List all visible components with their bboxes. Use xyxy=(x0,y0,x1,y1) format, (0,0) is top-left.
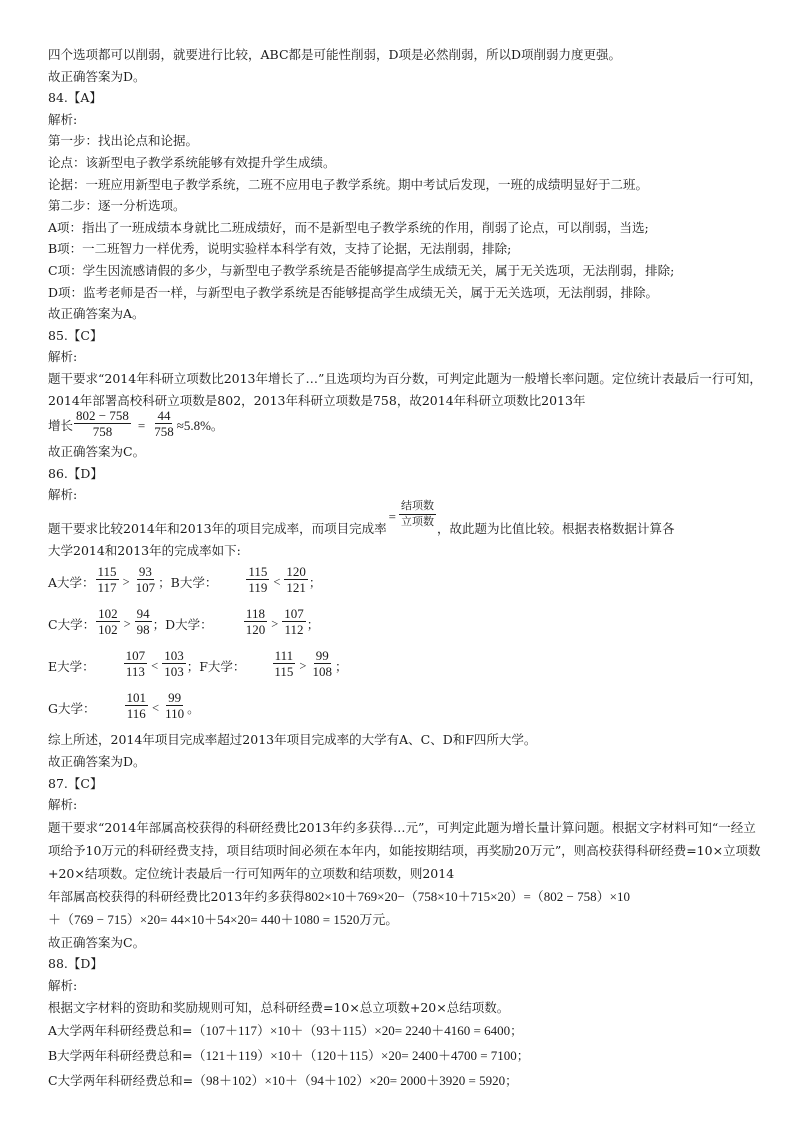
fraction xyxy=(284,565,308,594)
q87-paragraph: 题干要求“2014年部属高校获得的科研经费比2013年约多获得…元”，可判定此题为增长量计算问题。根据文字材料可知“一经立项给予10万元的科研经费支持，项目结项时间必须在本年内，如能按期结项，再奖励20万元”，则高校获得科研经费=10×立项数+20×结项数。定位统计表最后一行可知两年的立项数和结项数，则2014 xyxy=(48,819,761,881)
q85-formula-line xyxy=(48,407,764,441)
text-line: 四个选项都可以削弱，就要进行比较，ABC都是可能性削弱，D项是必然削弱，所以D项削弱力度更强。 xyxy=(48,47,622,62)
q86-paragraph-line1 xyxy=(48,499,764,540)
q85-growth-label: 增长 xyxy=(48,418,74,434)
numerator: 103 xyxy=(164,647,184,663)
q88-a-label: A大学两年科研经费总和= xyxy=(48,1023,193,1039)
denominator: 758 xyxy=(154,423,174,439)
fraction xyxy=(244,607,268,636)
q85-paragraph: 题干要求“2014年科研立项数比2013年增长了…”且选项均为百分数，可判定此题为一般增长率问题。定位统计表最后一行可知，2014年部署高校科研立项数是802，2013年科研立项数是758，故2014年科研立项数比2013年 xyxy=(48,370,762,408)
q88-a-formula: （107＋117）×10＋（93＋115）×20= 2240＋4160 = 6400 xyxy=(192,1023,511,1039)
fraction xyxy=(162,649,186,678)
end-mark: ； xyxy=(516,1048,530,1064)
univ-g-label: G大学： xyxy=(48,700,96,716)
numerator: 111 xyxy=(274,647,294,663)
univ-f-label: F大学： xyxy=(199,658,246,674)
q88-univ-b-total xyxy=(48,1043,764,1068)
question-84-heading: 84.【A】 xyxy=(48,90,102,106)
option-d-analysis: D项：监考老师是否一样，与新型电子教学系统是否能够提高学生成绩无关，属于无关选项，无法削弱，排除。 xyxy=(48,284,659,300)
end-mark: ； xyxy=(505,1073,518,1089)
period: 。 xyxy=(385,911,398,927)
numerator: 802 − 758 xyxy=(76,407,129,423)
separator: ； xyxy=(152,616,166,632)
univ-row-g xyxy=(48,687,764,729)
numerator: 结项数 xyxy=(399,500,436,515)
numerator: 94 xyxy=(136,605,150,621)
analysis-label: 解析: xyxy=(48,349,78,365)
equals-sign: = xyxy=(137,418,146,434)
compare-sign: > xyxy=(123,616,131,631)
answer-line: 故正确答案为D。 xyxy=(48,68,146,84)
denominator: 98 xyxy=(136,621,150,637)
q87-formula-part2: ＋（769 − 715）×20= 44×10＋54×20= 440＋1080 = 1520万元 xyxy=(48,911,386,927)
numerator: 107 xyxy=(284,605,304,621)
denominator: 113 xyxy=(125,663,145,679)
numerator: 115 xyxy=(97,563,117,579)
denominator: 758 xyxy=(92,423,113,439)
argument-evidence: 论据：一班应用新型电子教学系统，二班不应用电子教学系统。期中考试后发现，一班的成绩明显好于二班。 xyxy=(48,176,649,192)
fraction xyxy=(124,649,148,678)
answer-line: 故正确答案为A。 xyxy=(48,306,145,322)
univ-a-label: A大学： xyxy=(48,574,95,590)
q86-paragraph-line2: 大学2014和2013年的完成率如下: xyxy=(48,542,241,558)
numerator: 44 xyxy=(157,407,171,423)
analysis-label: 解析: xyxy=(48,487,78,503)
fraction xyxy=(272,649,295,678)
q88-univ-a-total xyxy=(48,1018,764,1043)
univ-row-cd xyxy=(48,603,764,645)
approx-value: ≈5.8% xyxy=(176,418,211,434)
q86-text-pre: 题干要求比较2014年和2013年的项目完成率，而项目完成率 xyxy=(48,521,387,537)
denominator: 120 xyxy=(245,621,266,637)
fraction xyxy=(134,565,158,594)
q86-summary: 综上所述，2014年项目完成率超过2013年项目完成率的大学有A、C、D和F四所大学。 xyxy=(48,732,537,748)
answer-line: 故正确答案为D。 xyxy=(48,754,146,770)
fraction xyxy=(96,607,120,636)
fraction xyxy=(246,565,269,594)
question-85-heading: 85.【C】 xyxy=(48,327,103,343)
fraction xyxy=(135,607,152,636)
q88-c-formula: （98＋102）×10＋（94＋102）×20= 2000＋3920 = 5920 xyxy=(193,1073,506,1089)
univ-c-label: C大学： xyxy=(48,616,96,632)
denominator: 115 xyxy=(274,663,294,679)
document-page xyxy=(48,44,764,1093)
denominator: 117 xyxy=(97,579,117,595)
denominator: 110 xyxy=(165,705,185,721)
numerator: 99 xyxy=(168,689,182,705)
denominator: 108 xyxy=(312,663,332,679)
denominator: 119 xyxy=(248,579,268,595)
q87-formula-line1 xyxy=(48,885,764,908)
question-86-heading: 86.【D】 xyxy=(48,465,103,481)
q88-b-formula: （121＋119）×10＋（120＋115）×20= 2400＋4700 = 7100 xyxy=(192,1048,517,1064)
numerator: 115 xyxy=(248,563,268,579)
univ-b-label: B大学： xyxy=(170,574,218,590)
numerator: 107 xyxy=(125,647,146,663)
analysis-label: 解析: xyxy=(48,978,78,994)
compare-sign: < xyxy=(152,700,160,715)
fraction xyxy=(96,565,119,594)
analysis-label: 解析: xyxy=(48,797,78,813)
q86-text-post: ，故此题为比值比较。根据表格数据计算各 xyxy=(436,521,675,537)
q88-c-label: C大学两年科研经费总和= xyxy=(48,1073,194,1089)
question-87-heading: 87.【C】 xyxy=(48,775,103,791)
fraction xyxy=(282,607,306,636)
step-one: 第一步：找出论点和论据。 xyxy=(48,133,199,149)
numerator: 99 xyxy=(315,647,329,663)
separator: ； xyxy=(158,574,171,590)
q88-b-label: B大学两年科研经费总和= xyxy=(48,1048,193,1064)
numerator: 101 xyxy=(126,689,146,705)
compare-sign: > xyxy=(271,616,279,631)
fraction xyxy=(310,649,334,678)
denominator: 112 xyxy=(284,621,304,637)
denominator: 103 xyxy=(164,663,184,679)
end-mark: 。 xyxy=(187,700,200,716)
step-two: 第二步：逐一分析选项。 xyxy=(48,198,186,214)
fraction xyxy=(163,691,186,720)
numerator: 102 xyxy=(98,605,118,621)
q87-formula-part1: 802×10＋769×20−（758×10＋715×20）=（802 − 758）×10 xyxy=(304,888,630,904)
univ-row-ab xyxy=(48,561,764,603)
q88-univ-c-total xyxy=(48,1068,764,1093)
argument-point: 论点：该新型电子教学系统能够有效提升学生成绩。 xyxy=(48,154,336,170)
univ-row-ef xyxy=(48,645,764,687)
analysis-label: 解析: xyxy=(48,111,78,127)
q87-text-pre: 年部属高校获得的科研经费比2013年约多获得 xyxy=(48,888,305,904)
fraction xyxy=(125,691,149,720)
denominator: 立项数 xyxy=(400,515,434,528)
compare-sign: > xyxy=(299,658,307,673)
completion-rate-fraction xyxy=(399,500,436,529)
answer-line: 故正确答案为C。 xyxy=(48,934,146,950)
denominator: 102 xyxy=(98,621,118,637)
end-mark: ； xyxy=(510,1023,523,1039)
numerator: 93 xyxy=(138,563,152,579)
denominator: 121 xyxy=(286,579,306,595)
univ-d-label: D大学： xyxy=(165,616,213,632)
q88-paragraph: 根据文字材料的资助和奖励规则可知，总科研经费=10×总立项数+20×总结项数。 xyxy=(48,999,510,1015)
option-b-analysis: B项：一二班智力一样优秀，说明实验样本科学有效，支持了论据，无法削弱，排除; xyxy=(48,241,512,257)
q87-formula-line2 xyxy=(48,908,764,932)
denominator: 116 xyxy=(126,705,146,721)
fraction xyxy=(152,409,176,438)
end-mark: ； xyxy=(308,574,322,590)
option-a-analysis: A项：指出了一班成绩本身就比二班成绩好，而不是新型电子教学系统的作用，削弱了论点，可以削弱，当选; xyxy=(48,219,649,235)
separator: ； xyxy=(186,658,200,674)
end-mark: ； xyxy=(334,658,348,674)
question-88-heading: 88.【D】 xyxy=(48,956,103,972)
denominator: 107 xyxy=(135,579,156,595)
compare-sign: < xyxy=(273,574,281,589)
univ-e-label: E大学： xyxy=(48,658,95,674)
end-mark: ； xyxy=(306,616,320,632)
fraction xyxy=(74,409,131,438)
numerator: 120 xyxy=(286,563,306,579)
period: 。 xyxy=(210,418,224,434)
compare-sign: > xyxy=(122,574,130,589)
answer-line: 故正确答案为C。 xyxy=(48,444,146,460)
compare-sign: < xyxy=(151,658,159,673)
numerator: 118 xyxy=(245,605,265,621)
option-c-analysis: C项：学生因流感请假的多少，与新型电子教学系统是否能够提高学生成绩无关，属于无关选项，无法削弱，排除; xyxy=(48,262,675,278)
equals-sign: = xyxy=(388,508,396,524)
